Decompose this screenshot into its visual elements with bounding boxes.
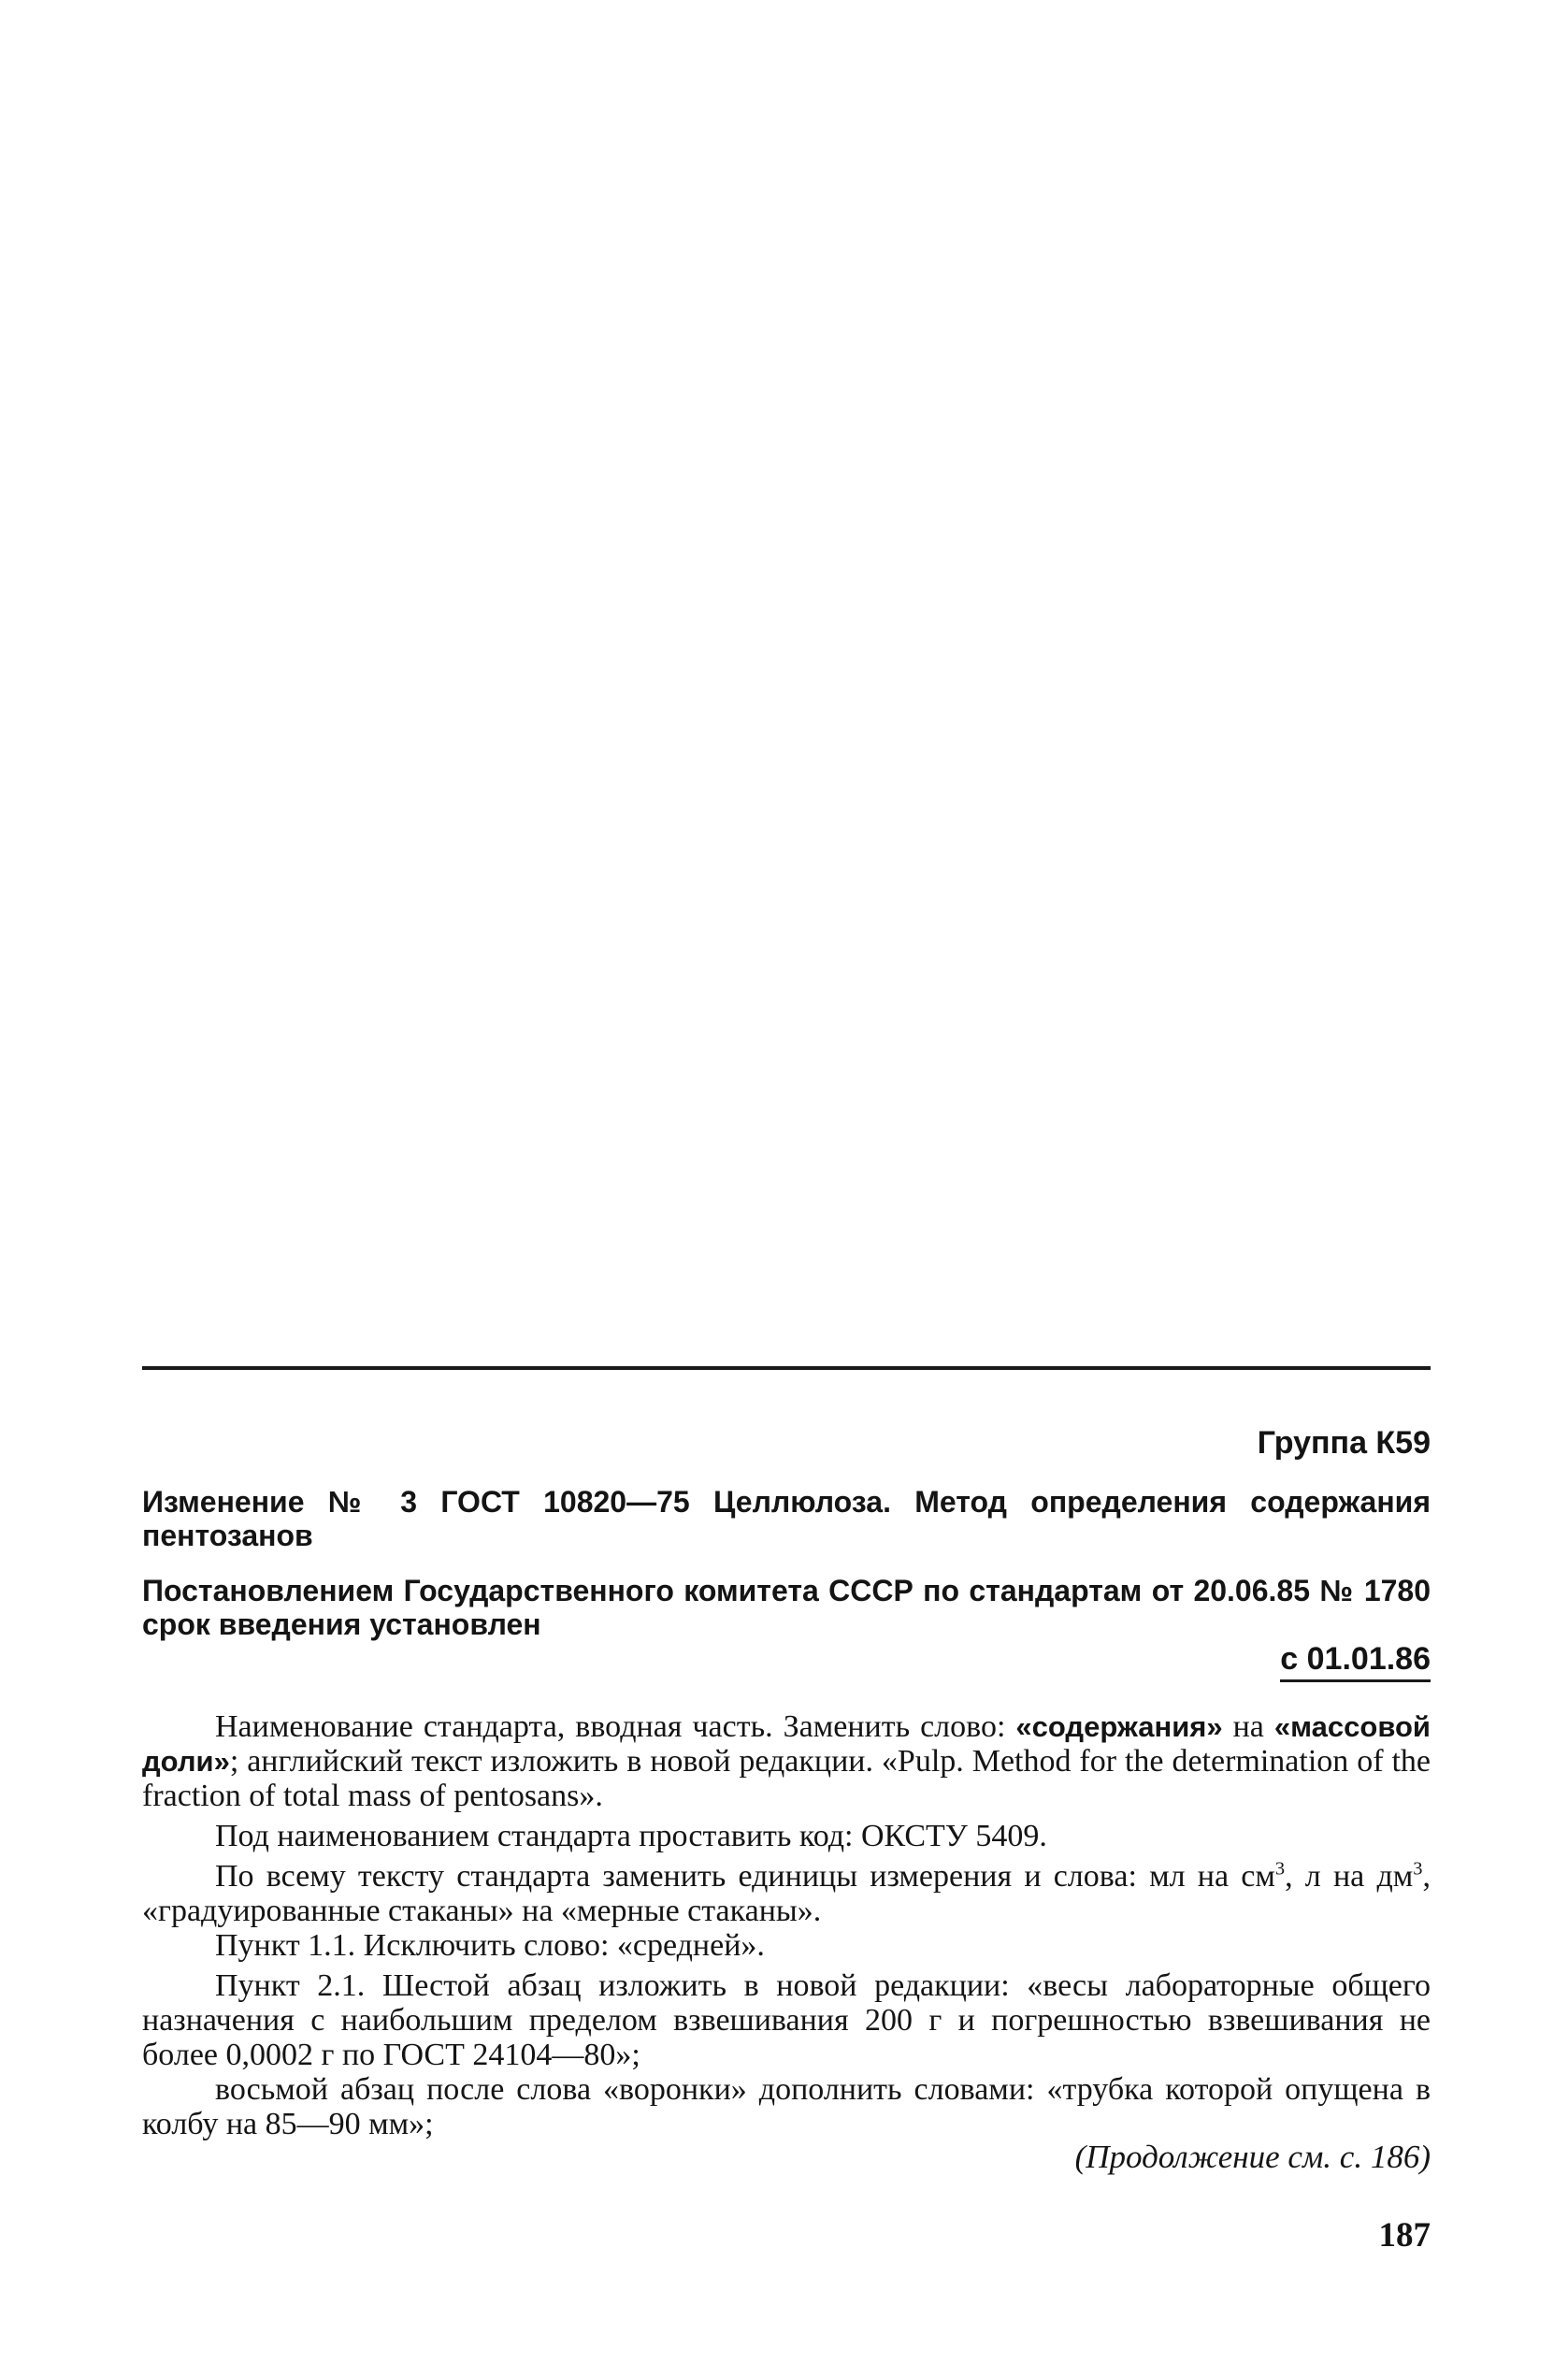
amendment-title: Целлюлоза. Метод определения содержания пентозанов (142, 1485, 1431, 1552)
page-number: 187 (1378, 2216, 1431, 2255)
continuation-note: (Продолжение см. с. 186) (1074, 2139, 1431, 2175)
effective-date: с 01.01.86 (1280, 1641, 1431, 1682)
paragraph-units-change (142, 1859, 1431, 1928)
paragraph-okstu-code: Под наименованием стандарта проставить код: ОКСТУ 5409. (215, 1819, 1047, 1853)
effective-date-line (142, 1641, 1431, 1678)
amendment-standard: ГОСТ 10820—75 (440, 1485, 690, 1519)
paragraph-clause-2-1: Пункт 2.1. Шестой абзац изложить в новой редакции: «весы лабораторные общего назначения с наибольшим пределом взвешивания 200 г и погрешностью взвешивания не более 0,0002 г по ГОСТ 24104—80»; (142, 1968, 1431, 2072)
paragraph-text: , л на дм (1285, 1859, 1414, 1894)
paragraph-text: По всему тексту стандарта заменить единицы измерения и слова: мл на см (215, 1859, 1275, 1894)
paragraph-clause-1-1: Пункт 1.1. Исключить слово: «средней». (215, 1928, 765, 1963)
amendment-heading (142, 1485, 1431, 1552)
paragraph-text: на (1222, 1709, 1274, 1744)
bold-term-old: «содержания» (1015, 1710, 1223, 1743)
amendment-label: Изменение № 3 (142, 1485, 418, 1519)
paragraph-title-change (142, 1709, 1431, 1813)
group-label: Группа К59 (1257, 1425, 1431, 1461)
bold-term-new: «массовой доли» (142, 1710, 1431, 1778)
paragraph-text: ; английский текст изложить в новой редакции. «Pulp. Method for the determination of the fraction of total mass of pentosans». (142, 1744, 1431, 1813)
amendment-body (142, 1709, 1431, 2147)
superscript: 3 (1274, 1858, 1286, 1880)
superscript: 3 (1413, 1858, 1423, 1880)
paragraph-eighth-paragraph: восьмой абзац после слова «воронки» дополнить словами: «трубка которой опущена в колбу на 85—90 мм»; (142, 2072, 1431, 2141)
paragraph-text: , «градуированные стаканы» на «мерные стаканы». (142, 1859, 1431, 1928)
paragraph-text: Наименование стандарта, вводная часть. Заменить слово: (215, 1709, 1016, 1744)
decree-text: Постановлением Государственного комитета СССР по стандартам от 20.06.85 № 1780 срок введения установлен (142, 1574, 1431, 1641)
top-divider-rule (142, 1366, 1431, 1370)
